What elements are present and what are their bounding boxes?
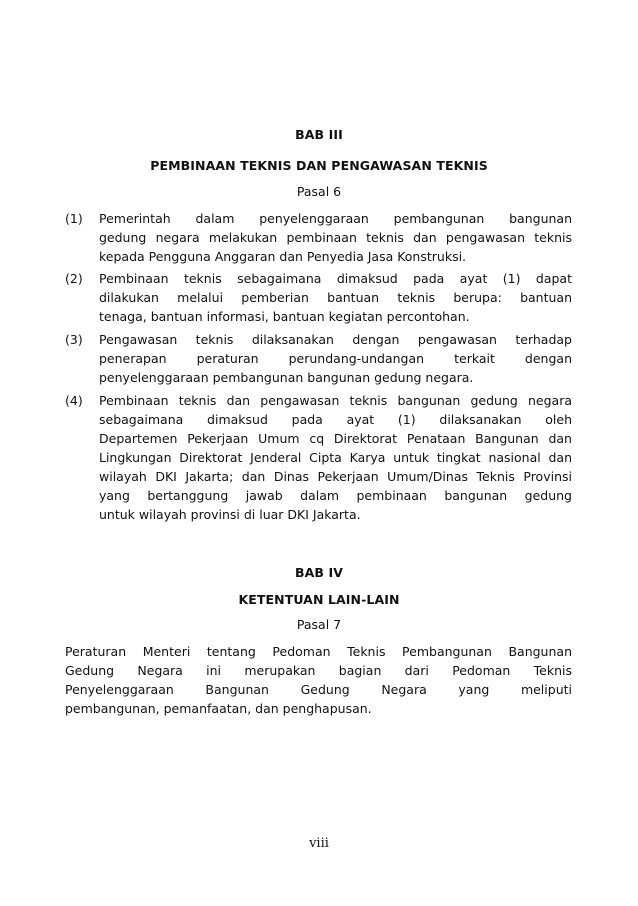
item-number: (3) [65,332,83,347]
paragraph-line: penerapan peraturan perundang-undangan terkait dengan [99,351,572,366]
article-title: Pasal 7 [296,617,342,632]
paragraph-line: tenaga, bantuan informasi, bantuan kegiatan percontohan. [99,309,470,324]
item-paragraph [99,269,572,326]
paragraph-line: Peraturan Menteri tentang Pedoman Teknis Pembangunan Bangunan [65,644,572,659]
paragraph-line: yang bertanggung jawab dalam pembinaan bangunan gedung [99,488,572,503]
paragraph-line: pembangunan, pemanfaatan, dan penghapusan. [65,701,372,716]
item-paragraph [99,209,572,266]
item-number: (2) [65,271,83,286]
item-paragraph [99,391,572,524]
item-paragraph [99,330,572,387]
paragraph-line: Pengawasan teknis dilaksanakan dengan pengawasan terhadap [99,332,572,347]
chapter-subtitle: KETENTUAN LAIN-LAIN [238,592,400,607]
paragraph-line: Penyelenggaraan Bangunan Gedung Negara yang meliputi [65,682,572,697]
paragraph-line: Departemen Pekerjaan Umum cq Direktorat Penataan Bangunan dan [99,431,572,446]
paragraph-line: dilakukan melalui pemberian bantuan teknis berupa: bantuan [99,290,572,305]
chapter-title: BAB IV [294,565,343,580]
chapter-title: BAB III [295,127,343,142]
item-number: (4) [65,393,83,408]
paragraph-line: gedung negara melakukan pembinaan teknis dan pengawasan teknis [99,230,572,245]
paragraph-line: wilayah DKI Jakarta; dan Dinas Pekerjaan Umum/Dinas Teknis Provinsi [99,469,572,484]
page-number: viii [309,836,329,851]
paragraph-line: kepada Pengguna Anggaran dan Penyedia Jasa Konstruksi. [99,249,467,264]
paragraph-line: Pembinaan teknis dan pengawasan teknis bangunan gedung negara [99,393,572,408]
paragraph-line: sebagaimana dimaksud pada ayat (1) dilaksanakan oleh [99,412,572,427]
item-number: (1) [65,211,83,226]
paragraph-line: untuk wilayah provinsi di luar DKI Jakarta. [99,507,361,522]
chapter-subtitle: PEMBINAAN TEKNIS DAN PENGAWASAN TEKNIS [150,158,488,173]
paragraph-line: Lingkungan Direktorat Jenderal Cipta Karya untuk tingkat nasional dan [99,450,572,465]
paragraph-line: penyelenggaraan pembangunan bangunan gedung negara. [99,370,474,385]
paragraph-line: Pembinaan teknis sebagaimana dimaksud pada ayat (1) dapat [99,271,572,286]
article-title: Pasal 6 [296,184,342,199]
paragraph-line: Gedung Negara ini merupakan bagian dari Pedoman Teknis [65,663,572,678]
paragraph-line: Pemerintah dalam penyelenggaraan pembangunan bangunan [99,211,572,226]
article-paragraph [65,642,572,718]
